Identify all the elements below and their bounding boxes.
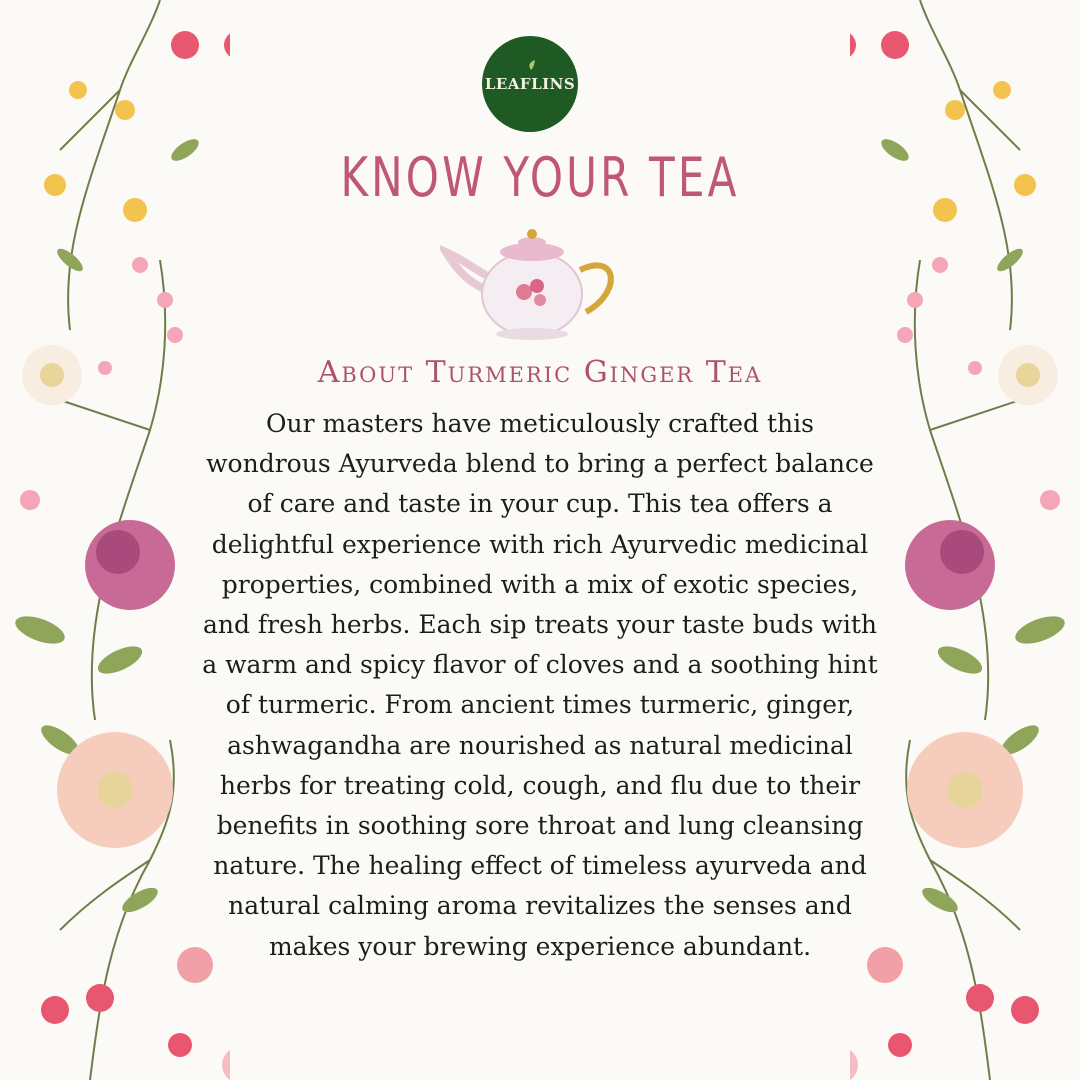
section-subtitle: About Turmeric Ginger Tea bbox=[317, 355, 763, 390]
leaf-icon bbox=[526, 60, 536, 70]
logo-text: LEAFLINS bbox=[484, 75, 576, 93]
brand-logo bbox=[482, 36, 578, 132]
tea-description: Our masters have meticulously crafted this wondrous Ayurveda blend to bring a perfect balance of care and taste in your cup. This tea offers a delightful experience with rich Ayurvedic medicinal properties, combined with a mix of exotic species, and fresh herbs. Each sip treats your taste buds with a warm and spicy flavor of cloves and a soothing hint of turmeric. From ancient times turmeric, ginger, ashwagandha are nourished as natural medicinal herbs for treating cold, cough, and flu due to their benefits in soothing sore throat and lung cleansing nature. The healing effect of timeless ayurveda and natural calming aroma revitalizes the senses and makes your brewing experience abundant. bbox=[202, 409, 878, 961]
page-title: KNOW YOUR TEA bbox=[340, 146, 740, 209]
teapot-icon bbox=[440, 222, 625, 347]
